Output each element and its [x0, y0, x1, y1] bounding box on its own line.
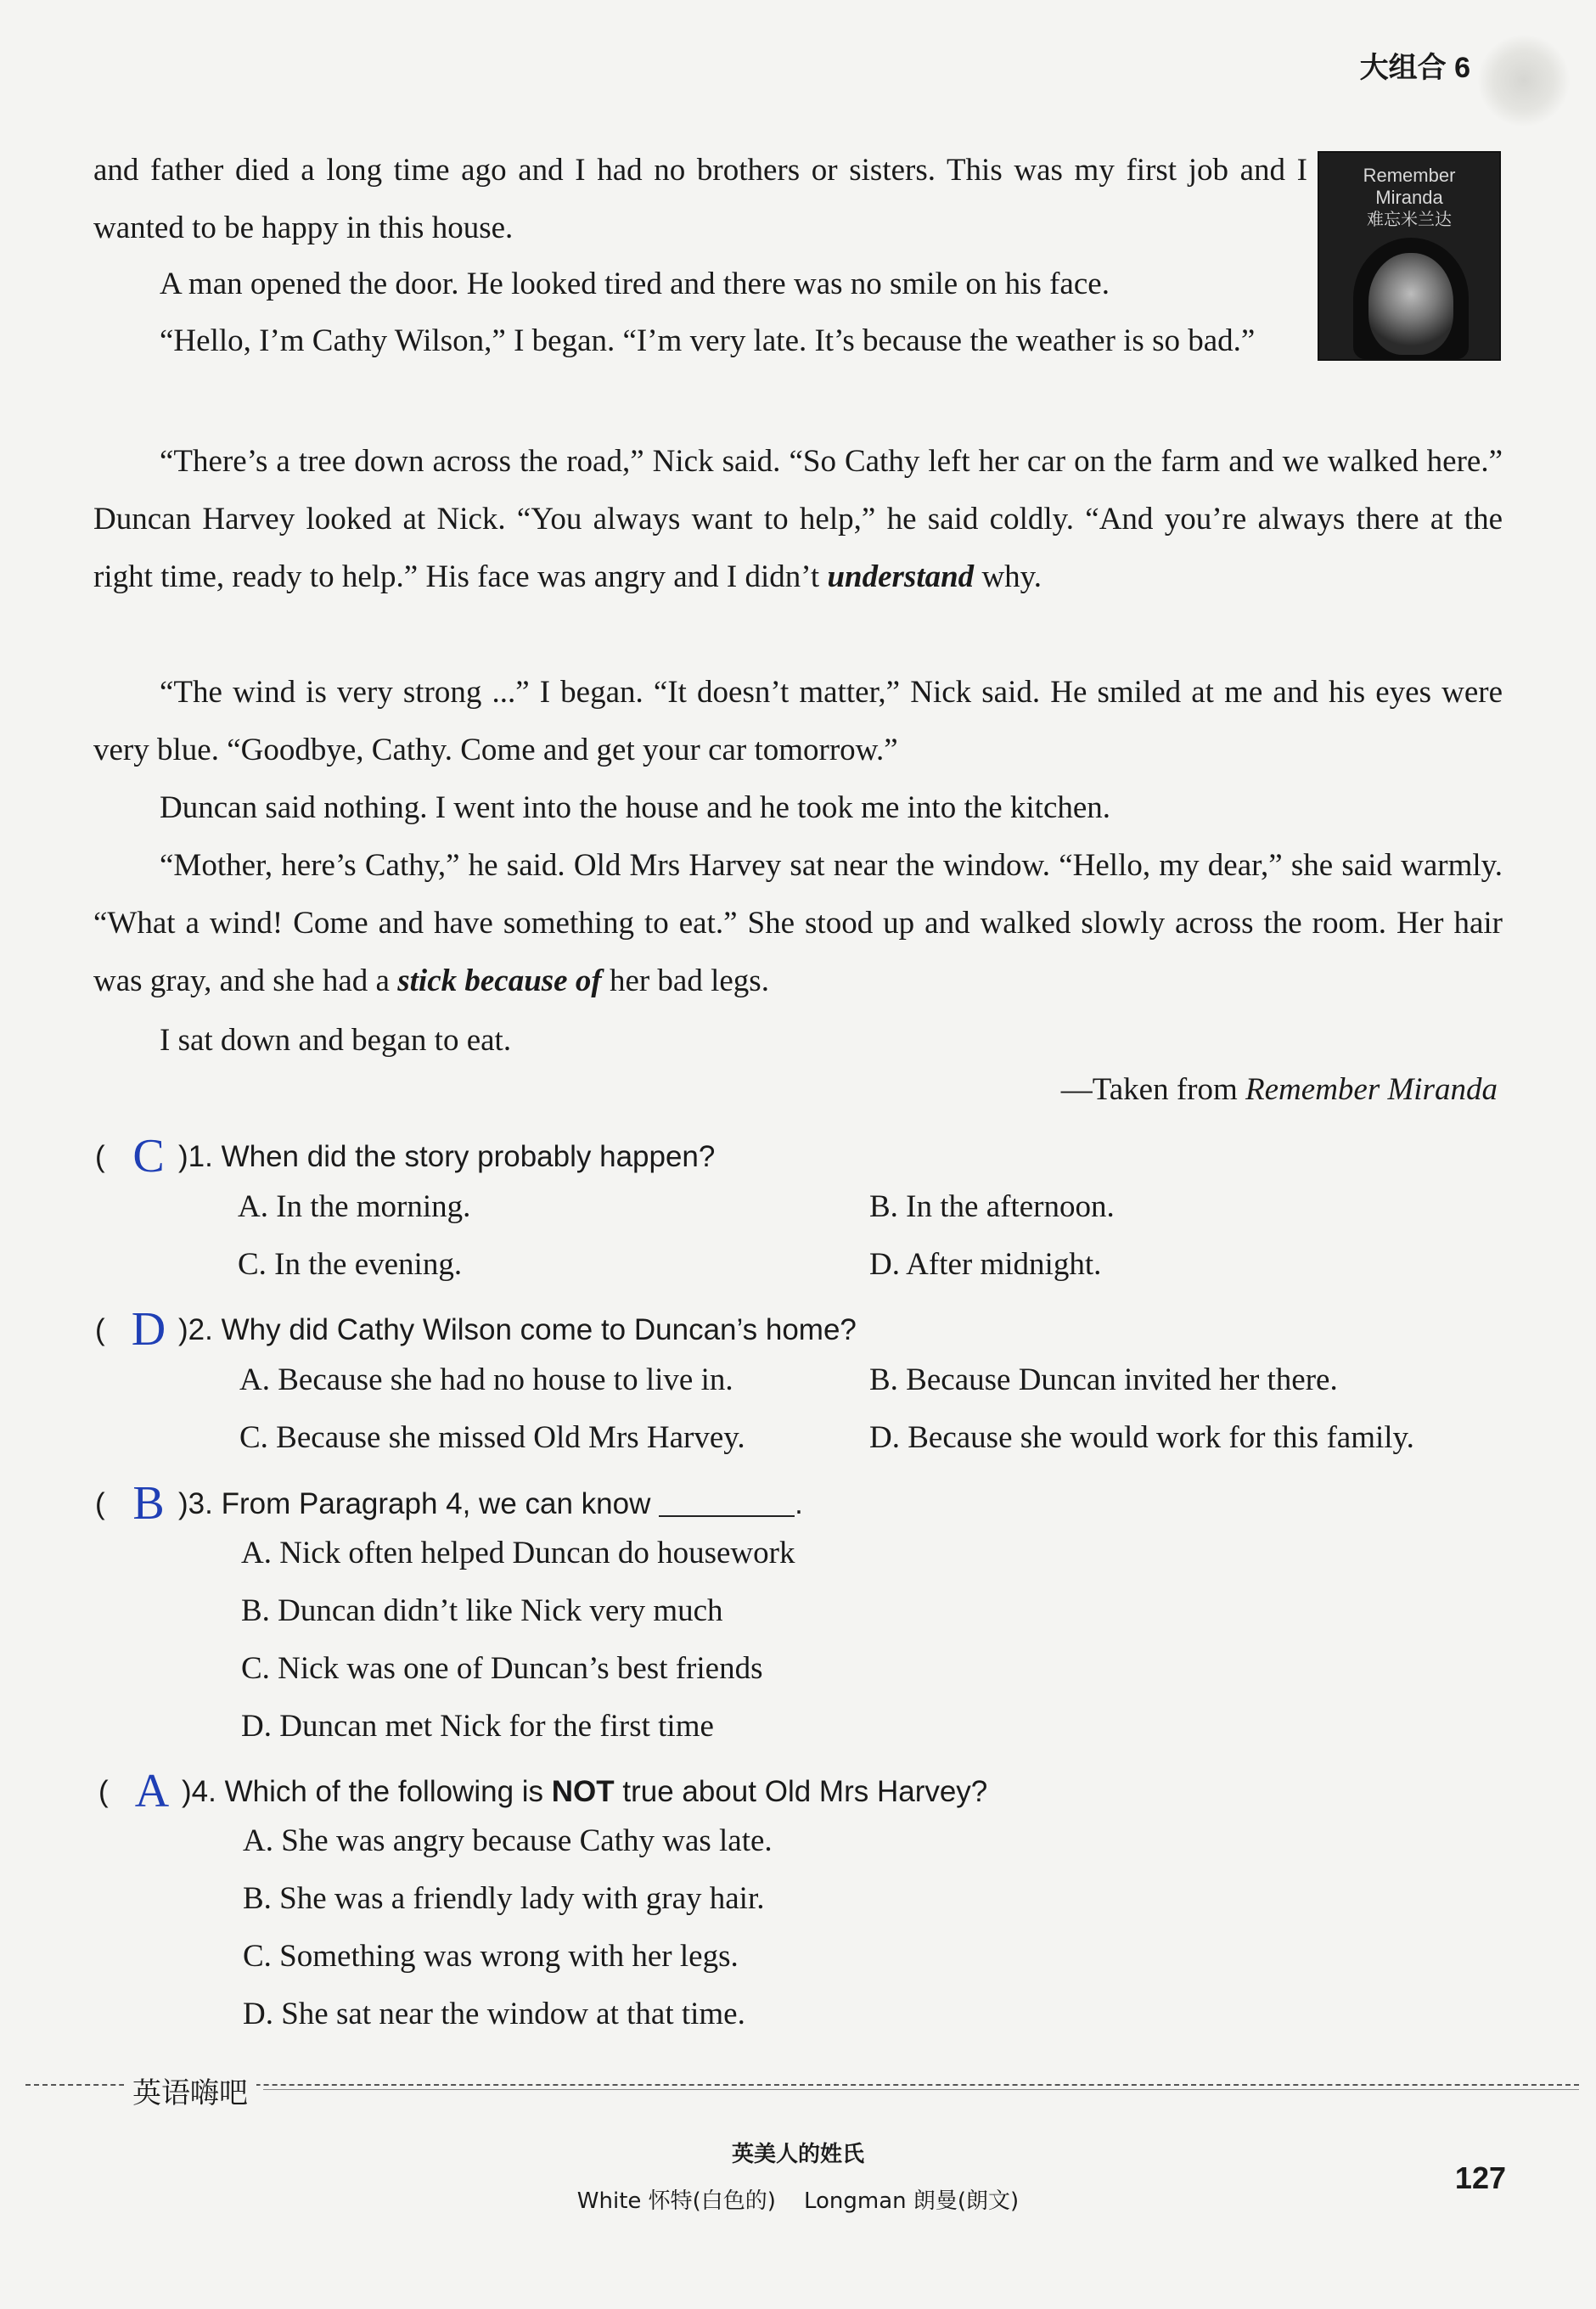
question-text: Why did Cathy Wilson come to Duncan’s home? — [221, 1313, 857, 1346]
footer-surname-examples: White 怀特(白色的) Longman 朗曼(朗文) — [576, 2188, 1020, 2214]
passage-paragraph-8: I sat down and began to eat. — [160, 1023, 512, 1058]
passage-source: —Taken from Remember Miranda — [1060, 1072, 1498, 1107]
option-b[interactable]: B. Because Duncan invited her there. — [869, 1362, 1338, 1397]
option-a[interactable]: A. Because she had no house to live in. — [239, 1362, 733, 1397]
option-a[interactable]: A. In the morning. — [238, 1189, 471, 1224]
passage-paragraph-4: “There’s a tree down across the road,” Nick said. “So Cathy left her car on the farm and we walked here.” Duncan Harvey looked at Nick. “You always want to help,” he said coldly. “And you’re always there at the right time, ready to help.” His face was angry and I didn’t understand why. — [93, 444, 1503, 594]
option-c[interactable]: C. Something was wrong with her legs. — [243, 1939, 739, 1974]
question-4: ( A )4. Which of the following is NOT true about Old Mrs Harvey? — [98, 1765, 988, 1817]
passage-paragraph-5: “The wind is very strong ...” I began. “It doesn’t matter,” Nick said. He smiled at me and his eyes were very blue. “Goodbye, Cathy. Come and get your car tomorrow.” — [93, 675, 1503, 767]
option-a[interactable]: A. Nick often helped Duncan do housework — [241, 1536, 795, 1570]
option-b[interactable]: B. Duncan didn’t like Nick very much — [241, 1593, 723, 1628]
section-tag: 大组合 6 — [1359, 52, 1470, 84]
answer-mark: C — [132, 1130, 165, 1183]
question-1: ( C )1. When did the story probably happen? — [95, 1130, 716, 1183]
option-d[interactable]: D. She sat near the window at that time. — [243, 1997, 745, 2031]
option-b[interactable]: B. She was a friendly lady with gray hair. — [243, 1881, 765, 1916]
cover-title-line1: Remember — [1363, 165, 1456, 186]
passage-paragraph-6: Duncan said nothing. I went into the house and he took me into the kitchen. — [160, 790, 1111, 825]
question-text: From Paragraph 4, we can know — [221, 1487, 651, 1520]
option-d[interactable]: D. Duncan met Nick for the first time — [241, 1709, 714, 1744]
page-texture — [1477, 34, 1571, 127]
option-c[interactable]: C. Because she missed Old Mrs Harvey. — [239, 1420, 745, 1455]
passage-paragraph-7: “Mother, here’s Cathy,” he said. Old Mrs Harvey sat near the window. “Hello, my dear,” she said warmly. “What a wind! Come and have something to eat.” She stood up and walked slowly across the room. Her hair was gray, and she had a stick because of her bad legs. — [93, 848, 1503, 998]
option-b[interactable]: B. In the afternoon. — [869, 1189, 1115, 1224]
question-3: ( B )3. From Paragraph 4, we can know . — [95, 1477, 803, 1530]
page-number: 127 — [1454, 2160, 1506, 2195]
option-a[interactable]: A. She was angry because Cathy was late. — [243, 1823, 773, 1858]
passage-paragraph-2: A man opened the door. He looked tired and there was no smile on his face. — [160, 267, 1110, 301]
question-text: Which of the following is NOT true about Old Mrs Harvey? — [224, 1775, 988, 1808]
cover-title-line2: Miranda — [1375, 187, 1443, 208]
option-c[interactable]: C. Nick was one of Duncan’s best friends — [241, 1651, 763, 1686]
emphasized-phrase: stick because of — [397, 963, 602, 998]
footer-title: 英美人的姓氏 — [731, 2142, 864, 2167]
passage-paragraph-1: and father died a long time ago and I had no brothers or sisters. This was my first job and I wanted to be happy in this house. — [93, 153, 1307, 245]
answer-blank — [659, 1490, 795, 1517]
footer-section-label: 英语嗨吧 — [124, 2070, 256, 2111]
option-c[interactable]: C. In the evening. — [238, 1247, 463, 1282]
footer-divider-secondary — [263, 2089, 1579, 2090]
answer-mark: B — [132, 1477, 165, 1530]
option-d[interactable]: D. Because she would work for this family. — [869, 1420, 1414, 1455]
footer-divider — [25, 2084, 1579, 2086]
answer-mark: D — [131, 1303, 166, 1356]
passage-paragraph-3: “Hello, I’m Cathy Wilson,” I began. “I’m very late. It’s because the weather is so bad.” — [160, 323, 1256, 358]
cover-title-cn: 难忘米兰达 — [1367, 211, 1452, 229]
answer-mark: A — [134, 1765, 170, 1817]
emphasized-word: understand — [827, 559, 975, 594]
question-text: When did the story probably happen? — [221, 1140, 716, 1173]
option-d[interactable]: D. After midnight. — [869, 1247, 1102, 1282]
question-2: ( D )2. Why did Cathy Wilson come to Duncan’s home? — [95, 1303, 857, 1356]
